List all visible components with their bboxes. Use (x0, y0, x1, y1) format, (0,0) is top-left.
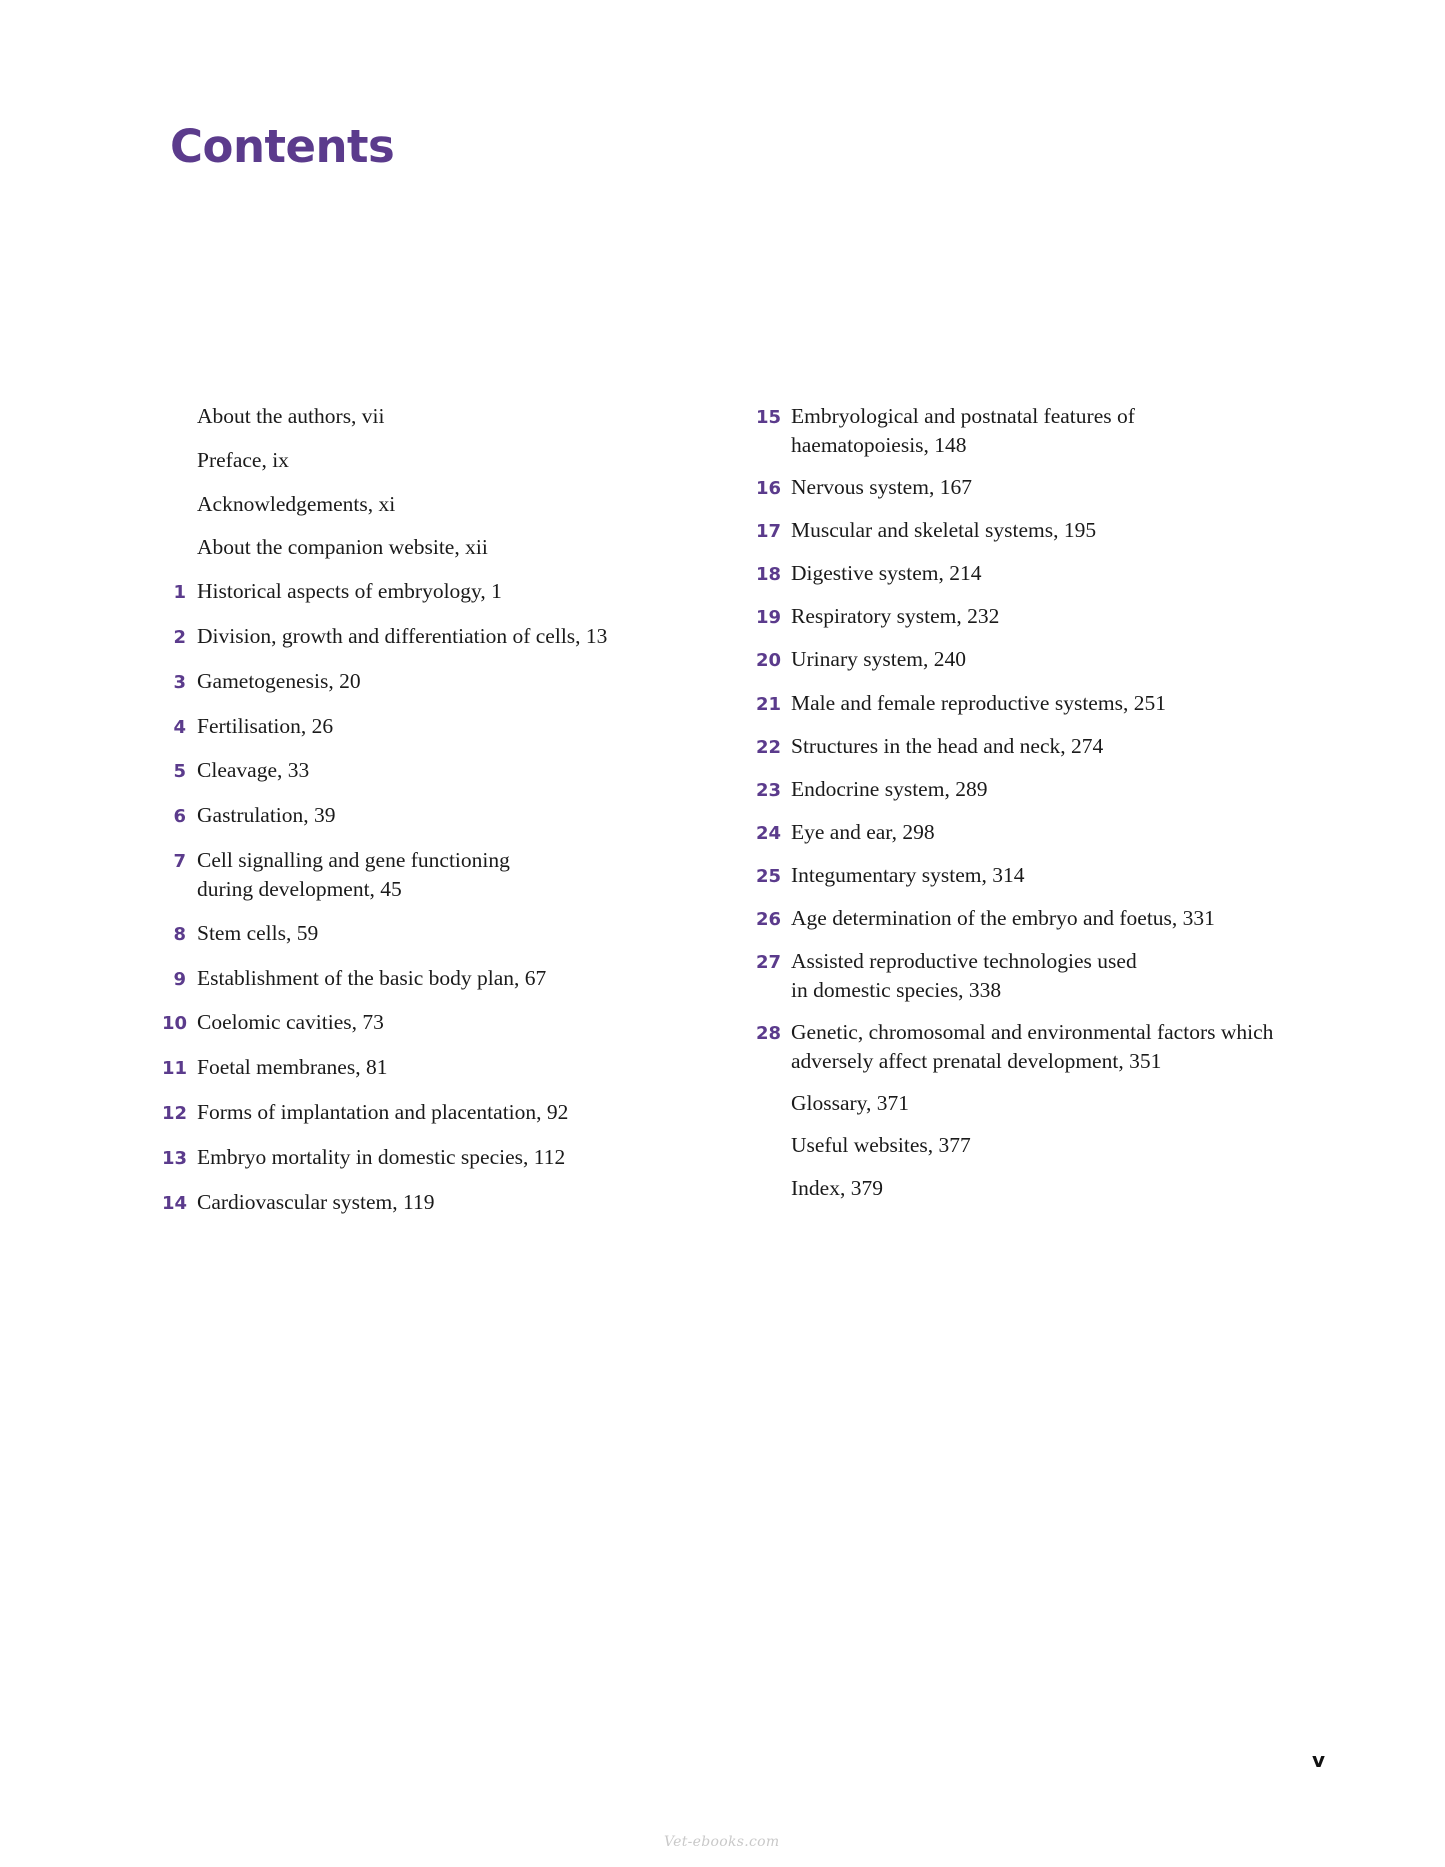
chapter-title: About the authors, vii (197, 404, 385, 428)
chapter-number: 4 (173, 716, 186, 738)
chapter-title: Cardiovascular system, 119 (197, 1189, 435, 1214)
toc-entry (756, 602, 1336, 632)
toc-entry (162, 1053, 682, 1083)
toc-entry (756, 861, 1336, 891)
toc-entry (162, 846, 682, 904)
toc-entry (756, 947, 1336, 1005)
toc-entry (756, 775, 1336, 805)
toc-entry (162, 1188, 682, 1218)
chapter-number: 20 (756, 650, 782, 672)
chapter-number: 1 (173, 582, 186, 604)
chapter-title: Nervous system, 167 (791, 475, 972, 500)
chapter-number: 10 (162, 1013, 188, 1035)
chapter-title: Cell signalling and gene functioning during development, 45 (197, 847, 510, 901)
chapter-number: 14 (162, 1192, 188, 1214)
toc-entry (756, 904, 1336, 934)
chapter-number: 15 (756, 407, 782, 428)
toc-entry (162, 712, 682, 742)
toc-entry (756, 1089, 1336, 1118)
chapter-title: Fertilisation, 26 (197, 713, 334, 738)
chapter-title: Establishment of the basic body plan, 67 (197, 965, 547, 990)
toc-entry (162, 1098, 682, 1128)
page-number: v (1312, 1748, 1326, 1772)
chapter-number: 18 (756, 564, 782, 586)
toc-entry (756, 473, 1336, 503)
chapter-number: 26 (756, 909, 782, 931)
toc-entry (756, 645, 1336, 675)
chapter-title: Cleavage, 33 (197, 758, 310, 783)
chapter-number: 23 (756, 779, 782, 801)
toc-entry (162, 533, 682, 562)
chapter-title: Coelomic cavities, 73 (197, 1010, 384, 1035)
chapter-title: Gametogenesis, 20 (197, 668, 361, 693)
chapter-title: Foetal membranes, 81 (197, 1055, 388, 1080)
toc-entry (162, 577, 682, 607)
chapter-title: Genetic, chromosomal and environmental factors which adversely affect prenatal development, 351 (791, 1020, 1274, 1074)
chapter-title: Stem cells, 59 (197, 920, 319, 945)
chapter-number: 17 (756, 521, 782, 543)
chapter-number: 9 (173, 968, 186, 990)
chapter-number: 16 (756, 478, 782, 500)
toc-entry (756, 818, 1336, 848)
chapter-number: 22 (756, 736, 782, 758)
chapter-number: 27 (756, 952, 782, 974)
chapter-title: Forms of implantation and placentation, 92 (197, 1099, 569, 1124)
chapter-number: 12 (162, 1102, 188, 1124)
chapter-title: Muscular and skeletal systems, 195 (791, 518, 1097, 543)
toc-entry (162, 801, 682, 831)
toc-entry (756, 1018, 1336, 1076)
chapter-title: Useful websites, 377 (791, 1133, 971, 1158)
toc-entry (756, 689, 1336, 719)
chapter-title: Male and female reproductive systems, 251 (791, 690, 1166, 715)
chapter-number: 21 (756, 693, 782, 715)
chapter-number: 13 (162, 1147, 188, 1169)
toc-entry (756, 516, 1336, 546)
toc-entry (756, 1131, 1336, 1160)
chapter-number: 7 (173, 850, 186, 872)
chapter-title: Acknowledgements, xi (197, 491, 396, 516)
chapter-number: 28 (756, 1023, 782, 1045)
toc-entry (162, 1143, 682, 1173)
chapter-title: Index, 379 (791, 1175, 883, 1200)
chapter-title: About the companion website, xii (197, 535, 488, 560)
toc-entry (162, 964, 682, 994)
chapter-number: 19 (756, 607, 782, 629)
toc-left-column (162, 402, 682, 1232)
chapter-title: Digestive system, 214 (791, 561, 982, 586)
chapter-title: Historical aspects of embryology, 1 (197, 579, 502, 604)
chapter-number: 3 (173, 671, 186, 693)
chapter-number: 5 (173, 761, 186, 783)
page-title: Contents (170, 120, 395, 173)
toc-entry (162, 490, 682, 519)
chapter-title: Glossary, 371 (791, 1091, 910, 1116)
toc-entry (162, 622, 682, 652)
chapter-number: 2 (173, 626, 186, 648)
toc-entry (756, 1174, 1336, 1203)
chapter-title: Respiratory system, 232 (791, 604, 1000, 629)
chapter-title: Preface, ix (197, 447, 289, 472)
toc-entry (756, 732, 1336, 762)
toc-entry (162, 1008, 682, 1038)
chapter-title: Urinary system, 240 (791, 647, 966, 672)
watermark: Vet-ebooks.com (664, 1834, 780, 1850)
chapter-number: 6 (173, 806, 186, 828)
chapter-title: Integumentary system, 314 (791, 862, 1025, 887)
toc-entry (756, 559, 1336, 589)
chapter-title: Structures in the head and neck, 274 (791, 733, 1104, 758)
chapter-title: Division, growth and differentiation of cells, 13 (197, 623, 608, 648)
chapter-number: 11 (162, 1058, 188, 1080)
chapter-title: Endocrine system, 289 (791, 776, 988, 801)
toc-entry (162, 446, 682, 475)
chapter-title: Eye and ear, 298 (791, 819, 935, 844)
toc-entry (162, 402, 682, 431)
toc-entry (162, 756, 682, 786)
toc-entry (756, 402, 1336, 460)
chapter-number: 24 (756, 822, 782, 844)
chapter-title: Assisted reproductive technologies used in domestic species, 338 (791, 949, 1137, 1003)
toc-entry (162, 667, 682, 697)
chapter-title: Embryo mortality in domestic species, 112 (197, 1144, 566, 1169)
toc-entry (162, 919, 682, 949)
chapter-number: 8 (173, 923, 186, 945)
chapter-number: 25 (756, 865, 782, 887)
chapter-title: Embryological and postnatal features of haematopoiesis, 148 (791, 404, 1135, 457)
chapter-title: Gastrulation, 39 (197, 803, 336, 828)
chapter-title: Age determination of the embryo and foetus, 331 (791, 906, 1215, 931)
toc-right-column (756, 402, 1336, 1216)
